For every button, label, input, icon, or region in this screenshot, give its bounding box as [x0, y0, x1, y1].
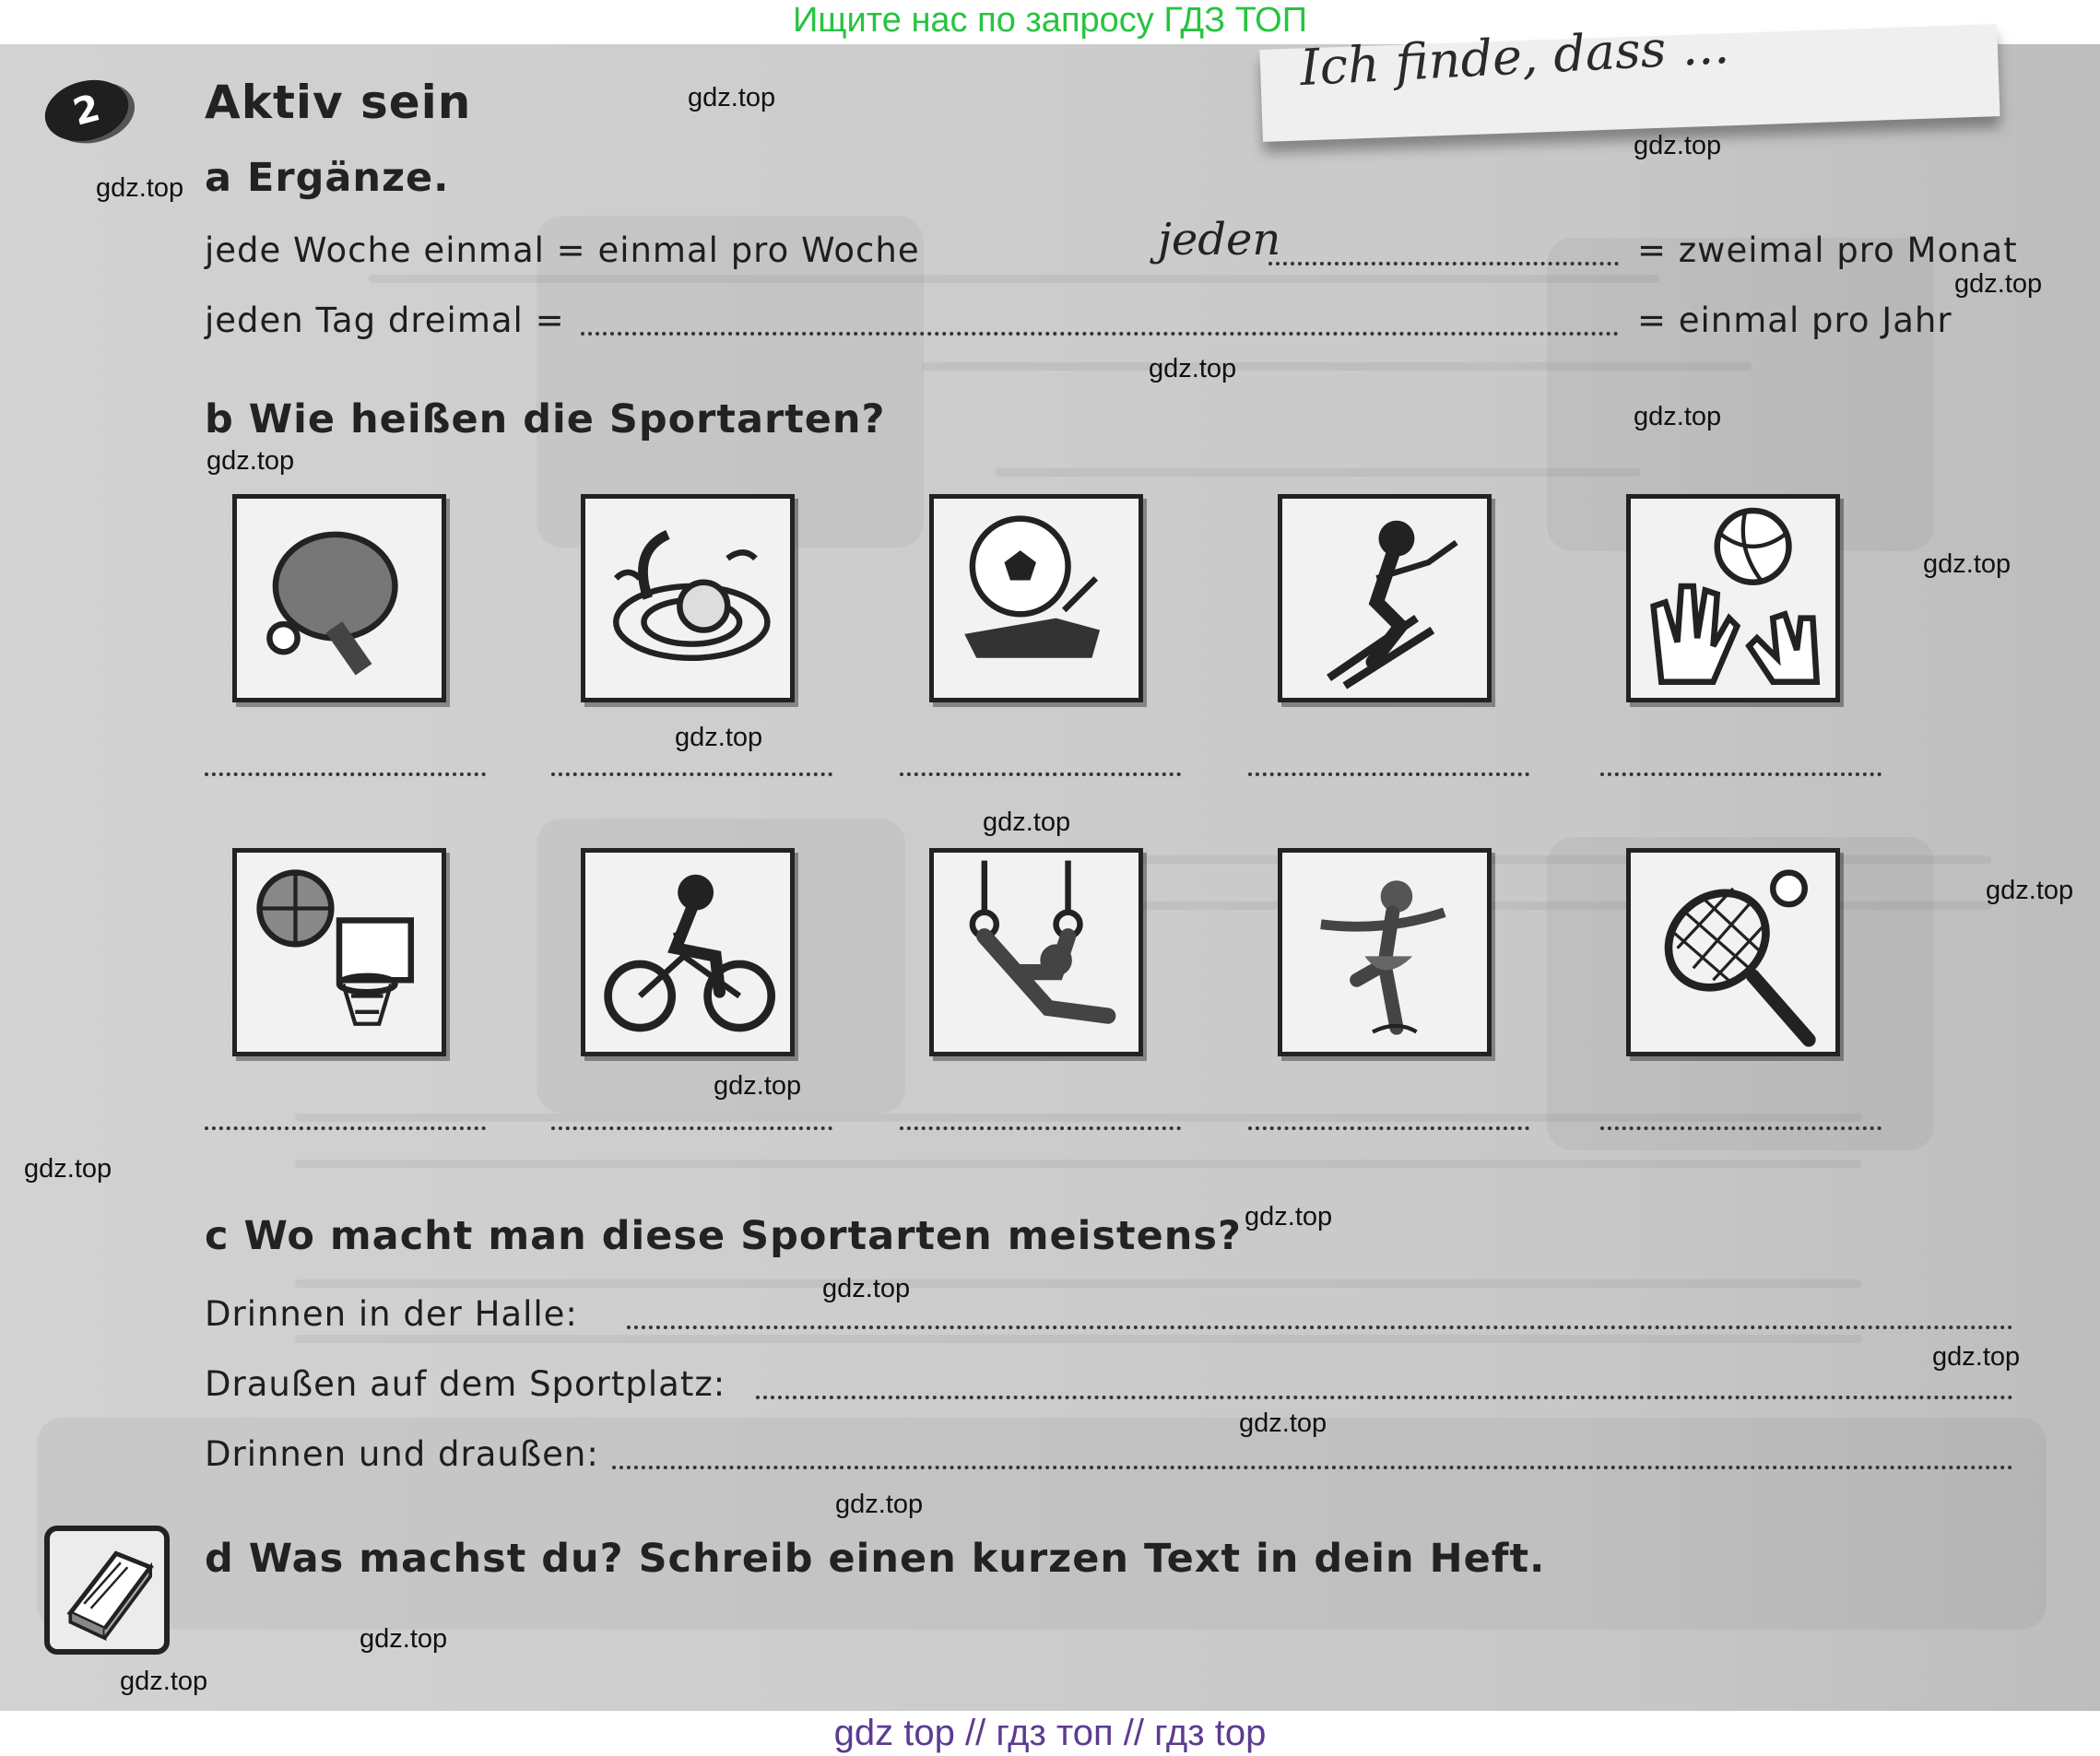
sport-answer-2[interactable]	[551, 772, 832, 776]
sport-answer-4[interactable]	[1248, 772, 1529, 776]
sport-answer-3[interactable]	[900, 772, 1181, 776]
promo-banner-bottom: gdz top // гдз топ // гдз top	[0, 1711, 2100, 1756]
watermark: gdz.top	[822, 1274, 911, 1303]
notebook-icon	[44, 1526, 170, 1655]
part-a-row1-right: = zweimal pro Monat	[1637, 230, 2018, 270]
watermark: gdz.top	[1954, 269, 2043, 299]
gymnastics-rings-icon	[929, 848, 1143, 1056]
part-a-row1-left: jede Woche einmal = einmal pro Woche	[205, 230, 920, 270]
sport-answer-9[interactable]	[1248, 1126, 1529, 1130]
part-c-line3-label: Drinnen und draußen:	[205, 1434, 599, 1474]
part-c-line1-blank[interactable]	[627, 1326, 2013, 1329]
sport-answer-5[interactable]	[1600, 772, 1882, 776]
part-a-row1-answer: jeden	[1158, 214, 1281, 265]
skiing-icon	[1278, 494, 1492, 702]
football-icon	[929, 494, 1143, 702]
part-b-title: b Wie heißen die Sportarten?	[205, 396, 886, 442]
tennis-icon	[1626, 848, 1840, 1056]
watermark: gdz.top	[688, 83, 776, 112]
watermark: gdz.top	[675, 723, 763, 752]
sport-answer-7[interactable]	[551, 1126, 832, 1130]
watermark: gdz.top	[1149, 354, 1237, 383]
watermark: gdz.top	[360, 1624, 448, 1654]
part-a-title: a Ergänze.	[205, 155, 450, 201]
part-c-line3-blank[interactable]	[612, 1466, 2013, 1469]
sport-answer-10[interactable]	[1600, 1126, 1882, 1130]
watermark: gdz.top	[983, 807, 1071, 837]
table-tennis-icon	[232, 494, 446, 702]
watermark: gdz.top	[206, 446, 295, 476]
cycling-icon	[581, 848, 795, 1056]
watermark: gdz.top	[1986, 876, 2074, 905]
watermark: gdz.top	[24, 1154, 112, 1184]
watermark: gdz.top	[1932, 1342, 2021, 1372]
swimming-icon	[581, 494, 795, 702]
part-a-row2-left: jeden Tag dreimal =	[205, 301, 565, 340]
sport-answer-8[interactable]	[900, 1126, 1181, 1130]
task-number-badge: 2	[38, 71, 135, 150]
watermark: gdz.top	[1923, 549, 2012, 579]
dancing-icon	[1278, 848, 1492, 1056]
promo-banner-top: Ищите нас по запросу ГДЗ ТОП	[0, 0, 2100, 44]
note-banner-text: Ich finde, dass ...	[1298, 16, 1731, 98]
task-title: Aktiv sein	[205, 76, 472, 129]
part-a-row2-right: = einmal pro Jahr	[1637, 301, 1953, 340]
part-a-row2-blank[interactable]	[581, 332, 1619, 336]
basketball-icon	[232, 848, 446, 1056]
watermark: gdz.top	[835, 1490, 924, 1519]
part-c-line2-label: Draußen auf dem Sportplatz:	[205, 1364, 726, 1404]
sport-answer-1[interactable]	[205, 772, 486, 776]
watermark: gdz.top	[714, 1071, 802, 1101]
watermark: gdz.top	[1239, 1408, 1327, 1438]
sport-answer-6[interactable]	[205, 1126, 486, 1130]
watermark: gdz.top	[96, 173, 184, 203]
part-c-title: c Wo macht man diese Sportarten meistens?	[205, 1213, 1242, 1259]
watermark: gdz.top	[120, 1667, 208, 1696]
watermark: gdz.top	[1634, 131, 1722, 160]
watermark: gdz.top	[1245, 1202, 1333, 1232]
watermark: gdz.top	[1634, 402, 1722, 431]
part-c-line2-blank[interactable]	[756, 1396, 2013, 1399]
part-c-line1-label: Drinnen in der Halle:	[205, 1294, 578, 1334]
part-a-row1-blank[interactable]	[1268, 262, 1619, 265]
volleyball-icon	[1626, 494, 1840, 702]
part-d-title: d Was machst du? Schreib einen kurzen Text in dein Heft.	[205, 1536, 1546, 1582]
